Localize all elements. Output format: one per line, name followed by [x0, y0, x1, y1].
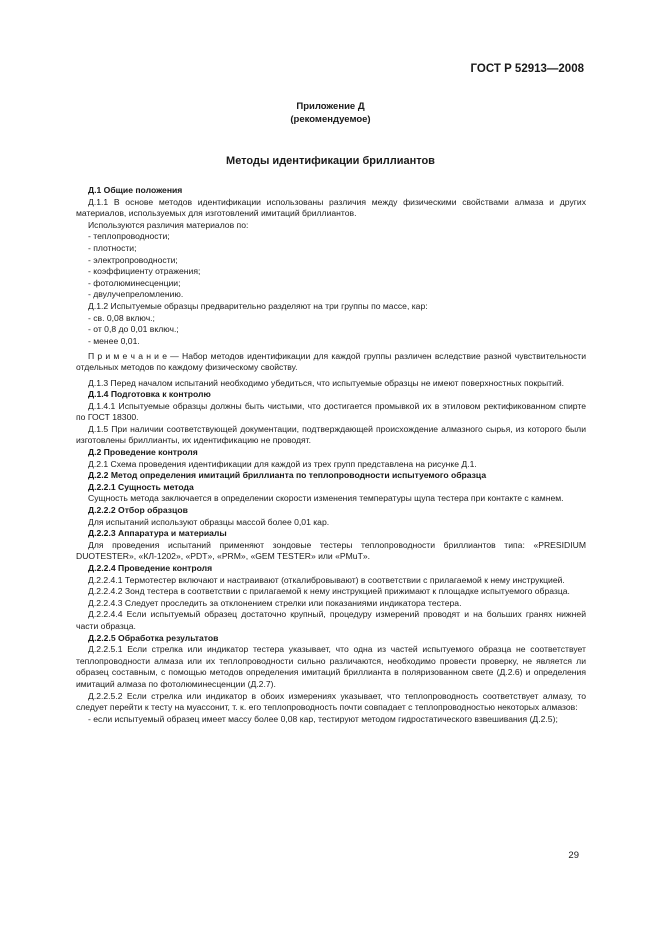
paragraph	[76, 575, 586, 587]
paragraph-text: Д.1.2 Испытуемые образцы предварительно разделяют на три группы по массе, кар:	[88, 300, 428, 311]
paragraph-text: Д.2.2 Метод определения имитаций бриллианта по теплопроводности испытуемого образца	[88, 470, 487, 481]
paragraph-text: - менее 0,01.	[88, 335, 140, 346]
paragraph-text: Используются различия материалов по:	[88, 219, 249, 230]
paragraph-text: Д.1 Общие положения	[88, 185, 183, 195]
paragraph-text: Д.2.2.3 Аппаратура и материалы	[88, 528, 227, 539]
paragraph-text: Для проведения испытаний применяют зондовые тестеры теплопроводности бриллиантов типа: «PRESIDIUM DUOTESTER», «КЛ-1202», «PDT», «PRM», «GEM TESTER» или «PMuT».	[76, 539, 586, 562]
paragraph-text: Д.2.1 Схема проведения идентификации для каждой из трех групп представлена на рисунке Д.1.	[88, 458, 477, 469]
paragraph-text: Набор методов идентификации для каждой группы различен вследствие разной чувствительности отдельных методов по каждому физическому свойству.	[76, 350, 586, 373]
paragraph-text: Д.2.2.4.4 Если испытуемый образец достаточно крупный, процедуру измерений проводят и на больших гранях нижней части образца.	[76, 609, 586, 631]
paragraph-text: Д.1.4.1 Испытуемые образцы должны быть чистыми, что достигается промывкой их в этиловом ректификованном спирте по ГОСТ 18300.	[76, 400, 586, 423]
section-heading	[76, 389, 586, 401]
paragraph-text: Д.2.2.5.2 Если стрелка или индикатор в обоих измерениях указывает, что теплопроводность соответствует алмазу, то следует перейти к тесту на муассонит, т. к. его теплопроводность почти совпадает с теплопроводностью некоторых алмазов:	[76, 690, 586, 713]
paragraph-text: Д.2.2.1 Сущность метода	[88, 481, 194, 492]
annex-status: (рекомендуемое)	[290, 114, 371, 125]
paragraph-text: Д.2.2.4.1 Термотестер включают и настраивают (откалибровывают) в соответствии с прилагаемой к нему инструкцией.	[88, 574, 565, 585]
paragraph-text: - электропроводности;	[88, 254, 178, 265]
paragraph	[76, 324, 586, 336]
paragraph	[76, 714, 586, 726]
paragraph	[76, 255, 586, 267]
paragraph-text: Д.2.2.2 Отбор образцов	[88, 505, 188, 516]
paragraph	[76, 243, 586, 255]
paragraph-text: - фотолюминесценции;	[88, 277, 181, 288]
paragraph-text: Д.2.2.4 Проведение контроля	[88, 563, 213, 573]
paragraph-text: Д.1.4 Подготовка к контролю	[88, 389, 211, 400]
paragraph	[76, 493, 586, 505]
paragraph	[76, 609, 586, 632]
paragraph-text: - двулучепреломлению.	[88, 289, 184, 300]
paragraph	[76, 424, 586, 447]
paragraph-text: Д.2.2.5 Обработка результатов	[88, 632, 219, 643]
paragraph-text: Д.1.1 В основе методов идентификации использованы различия между физическими свойствами алмаза и других материалов, используемых для изготовлений имитаций бриллиантов.	[76, 196, 586, 219]
paragraph-text: - плотности;	[88, 242, 137, 253]
annex-title: Приложение Д	[296, 101, 365, 112]
paragraph-text: Д.2.2.4.2 Зонд тестера в соответствии с прилагаемой к нему инструкцией прижимают к площадке испытуемого образца.	[88, 586, 570, 597]
section-heading	[76, 563, 586, 575]
paragraph-text: - теплопроводности;	[88, 231, 170, 242]
paragraph	[76, 278, 586, 290]
paragraph-text: Д.1.5 При наличии соответствующей документации, подтверждающей происхождение алмазного сырья, из которого были изготовлены бриллианты, их идентификацию не проводят.	[76, 423, 586, 446]
paragraph-text: Сущность метода заключается в определении скорости изменения температуры щупа тестера при контакте с камнем.	[88, 493, 564, 504]
section-heading	[76, 482, 586, 494]
paragraph	[76, 598, 586, 610]
paragraph-text: Для испытаний используют образцы массой более 0,01 кар.	[88, 516, 330, 527]
doc-code: ГОСТ Р 52913—2008	[470, 63, 584, 75]
section-heading	[76, 470, 586, 482]
paragraph	[76, 540, 586, 563]
paragraph	[76, 459, 586, 471]
paragraph-text: Д.1.3 Перед началом испытаний необходимо убедиться, что испытуемые образцы не имеют поверхностных покрытий.	[88, 377, 565, 388]
paragraph-text: - если испытуемый образец имеет массу более 0,08 кар, тестируют методом гидростатического взвешивания (Д.2.5);	[88, 713, 558, 724]
paragraph	[76, 231, 586, 243]
paragraph	[76, 220, 586, 232]
paragraph-text: Д.2 Проведение контроля	[88, 447, 198, 458]
paragraph	[76, 378, 586, 390]
paragraph	[76, 336, 586, 348]
paragraph-text: Д.2.2.4.3 Следует проследить за отклонением стрелки или показаниями индикатора тестера.	[88, 597, 462, 608]
paragraph-text: Д.2.2.5.1 Если стрелка или индикатор тестера указывает, что одна из частей испытуемого образца не соответствует теплопроводности алмаза или их теплопроводности сильно различаются, необходимо провести проверку, не является ли образец составным, с помощью методов определения имитаций бриллианта в поляризованном свете (Д.2.6) и определения имитаций алмаза по фотолюминесценции (Д.2.7).	[76, 644, 586, 689]
page-number: 29	[568, 850, 579, 861]
paragraph	[76, 517, 586, 529]
paragraph	[76, 313, 586, 325]
note-label: П р и м е ч а н и е —	[88, 350, 179, 361]
paragraph	[76, 644, 586, 690]
section-heading	[76, 447, 586, 459]
paragraph	[76, 691, 586, 714]
paragraph	[76, 351, 586, 374]
paragraph	[76, 586, 586, 598]
paragraph-text: - от 0,8 до 0,01 включ.;	[88, 324, 179, 335]
paragraph	[76, 401, 586, 424]
paragraph-text: - коэффициенту отражения;	[88, 266, 201, 277]
section-heading	[76, 633, 586, 645]
section-heading	[76, 528, 586, 540]
document-body	[76, 185, 586, 725]
paragraph	[76, 197, 586, 220]
paragraph	[76, 301, 586, 313]
paragraph	[76, 289, 586, 301]
section-heading	[76, 505, 586, 517]
section-title: Методы идентификации бриллиантов	[226, 155, 435, 167]
section-heading	[76, 185, 586, 197]
paragraph	[76, 266, 586, 278]
paragraph-text: - св. 0,08 включ.;	[88, 312, 155, 323]
